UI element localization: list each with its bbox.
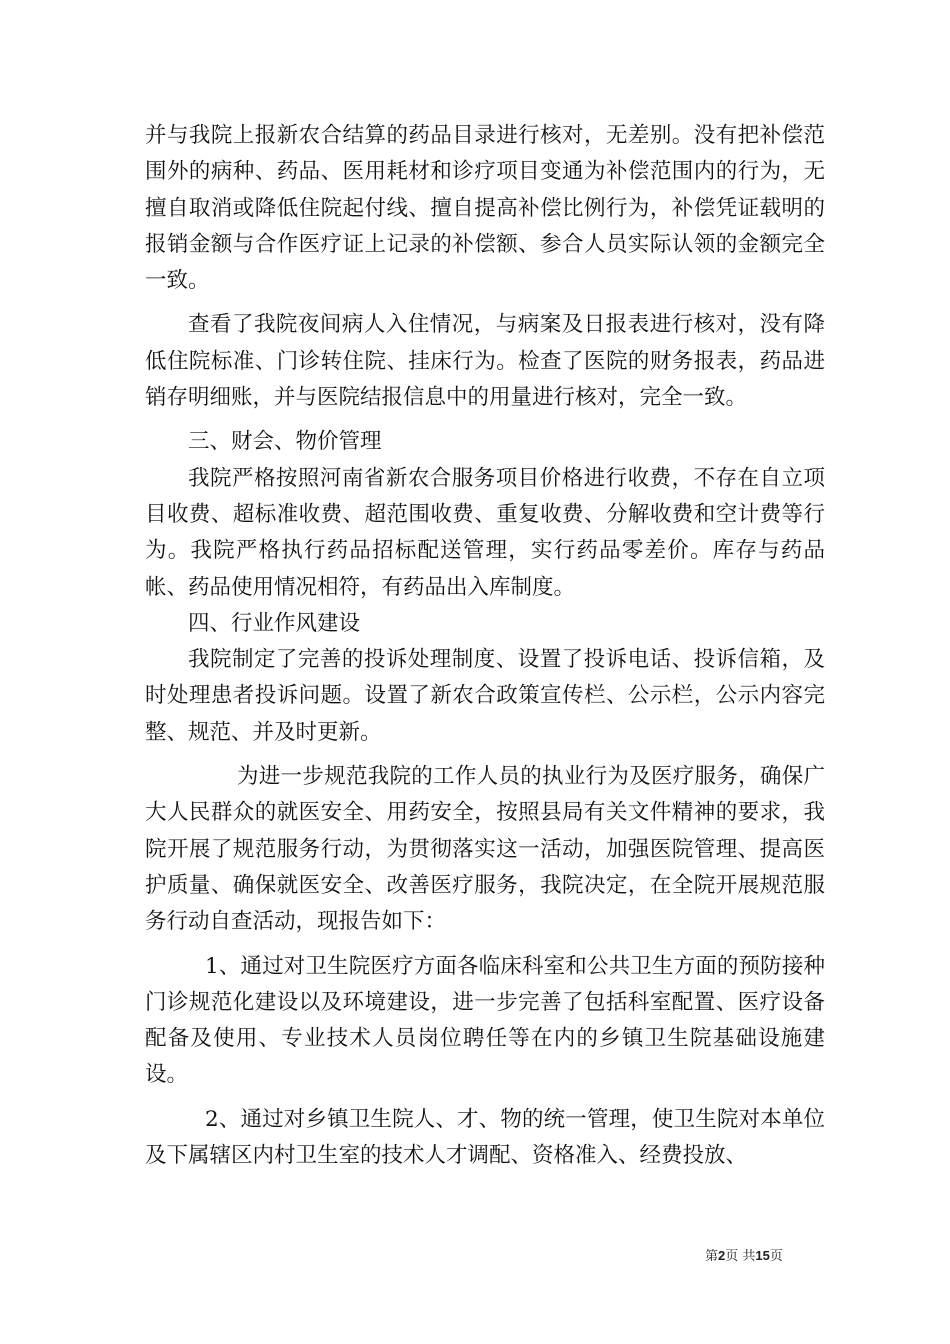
section-heading-conduct: 四、行业作风建设: [188, 610, 361, 636]
current-page: 2: [718, 1248, 726, 1263]
section-heading-finance: 三、财会、物价管理: [188, 429, 382, 455]
document-body: [145, 118, 825, 1174]
paragraph-item-2: 2、通过对乡镇卫生院人、才、物的统一管理，使卫生院对本单位及下属辖区内村卫生室的技术人才调配、资格准入、经费投放、: [145, 1106, 825, 1169]
paragraph-night-inpatient-check: 查看了我院夜间病人入住情况，与病案及日报表进行核对，没有降低住院标准、门诊转住院、挂床行为。检查了医院的财务报表，药品进销存明细账，并与医院结报信息中的用量进行核对，完全一致。: [145, 312, 825, 411]
page-number: 第2页 共15页: [705, 1248, 783, 1264]
paragraph-item-1: 1、通过对卫生院医疗方面各临床科室和公共卫生方面的预防接种门诊规范化建设以及环境建设，进一步完善了包括科室配置、医疗设备配备及使用、专业技术人员岗位聘任等在内的乡镇卫生院基础设施建设。: [145, 953, 825, 1088]
paragraph-service-campaign: 为进一步规范我院的工作人员的执业行为及医疗服务，确保广大人民群众的就医安全、用药安全，按照县局有关文件精神的要求，我院开展了规范服务行动，为贯彻落实这一活动，加强医院管理、提高医护质量、确保就医安全、改善医疗服务，我院决定，在全院开展规范服务行动自查活动，现报告如下：: [145, 764, 825, 935]
total-pages: 15: [755, 1248, 770, 1263]
paragraph-finance-pricing: 我院严格按照河南省新农合服务项目价格进行收费，不存在自立项目收费、超标准收费、超范围收费、重复收费、分解收费和空计费等行为。我院严格执行药品招标配送管理，实行药品零差价。库存与药品帐、药品使用情况相符，有药品出入库制度。: [145, 465, 825, 600]
paragraph-drug-catalog-check: 并与我院上报新农合结算的药品目录进行核对，无差别。没有把补偿范围外的病种、药品、医用耗材和诊疗项目变通为补偿范围内的行为，无擅自取消或降低住院起付线、擅自提高补偿比例行为，补偿凭证载明的报销金额与合作医疗证上记录的补偿额、参合人员实际认领的金额完全一致。: [145, 123, 825, 294]
paragraph-complaints: 我院制定了完善的投诉处理制度、设置了投诉电话、投诉信箱，及时处理患者投诉问题。设置了新农合政策宣传栏、公示栏，公示内容完整、规范、并及时更新。: [145, 647, 825, 745]
